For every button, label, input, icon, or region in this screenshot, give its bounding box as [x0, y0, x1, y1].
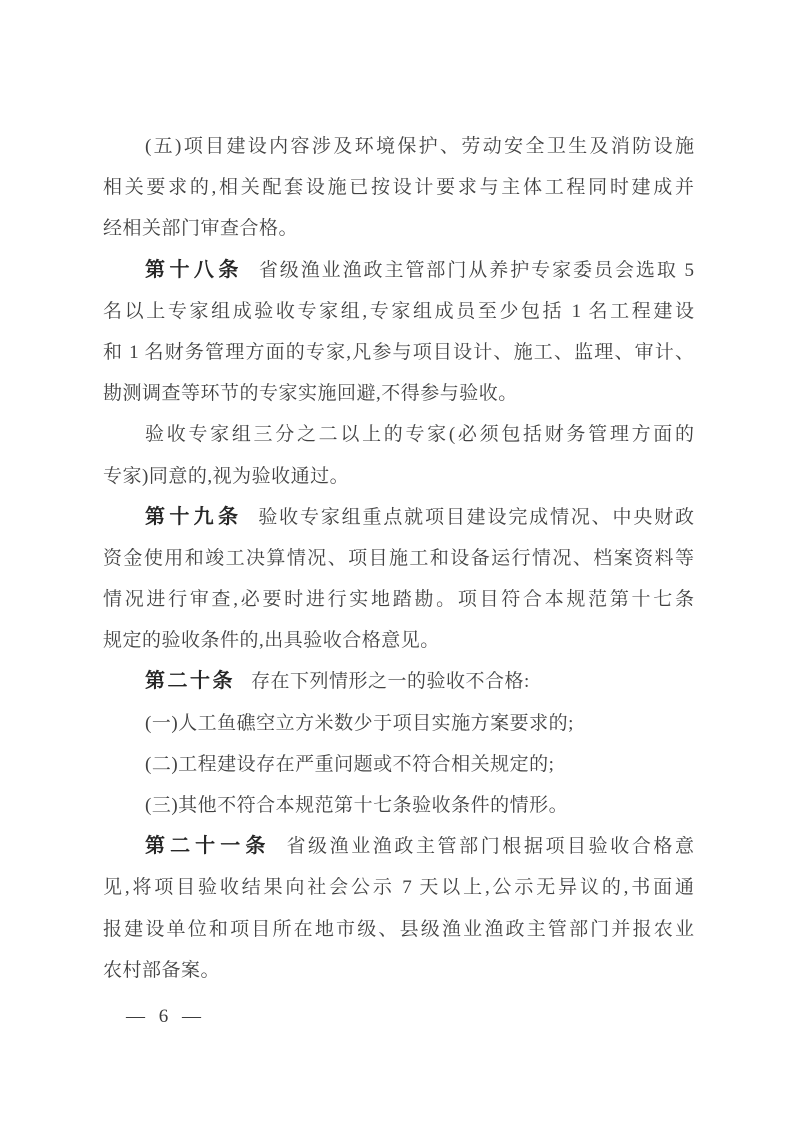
text-line: 规定的验收条件的,出具验收合格意见。	[103, 630, 440, 652]
page-number: — 6 —	[126, 1006, 204, 1027]
text-line	[103, 826, 694, 867]
text-line: 和 1 名财务管理方面的专家,凡参与项目设计、施工、监理、审计、	[103, 341, 694, 363]
article-text: 验收专家组重点就项目建设完成情况、中央财政	[258, 506, 694, 528]
text-line: (二)工程建设存在严重问题或不符合相关规定的;	[145, 753, 555, 775]
text-line: 勘测调查等环节的专家实施回避,不得参与验收。	[103, 383, 518, 405]
article-number: 第十八条	[145, 258, 243, 281]
article-number: 第十九条	[145, 505, 243, 528]
text-line: (五)项目建设内容涉及环境保护、劳动安全卫生及消防设施	[145, 136, 694, 157]
text-line	[103, 661, 694, 702]
article-text: 省级渔业渔政主管部门根据项目验收合格意	[286, 836, 694, 858]
article-number: 第二十条	[145, 670, 235, 693]
text-line: 情况进行审查,必要时进行实地踏勘。项目符合本规范第十七条	[103, 589, 694, 611]
document-body	[103, 126, 694, 991]
text-line: 经相关部门审查合格。	[103, 218, 299, 240]
text-line: (一)人工鱼礁空立方米数少于项目实施方案要求的;	[145, 712, 574, 734]
text-line	[103, 250, 694, 291]
text-line: 见,将项目验收结果向社会公示 7 天以上,公示无异议的,书面通	[103, 877, 694, 899]
text-line: 农村部备案。	[103, 959, 221, 981]
article-text: 存在下列情形之一的验收不合格:	[251, 671, 530, 693]
text-line: (三)其他不符合本规范第十七条验收条件的情形。	[145, 795, 569, 816]
text-line: 专家)同意的,视为验收通过。	[103, 465, 350, 487]
text-line: 名以上专家组成验收专家组,专家组成员至少包括 1 名工程建设	[103, 300, 694, 322]
text-line: 报建设单位和项目所在地市级、县级渔业渔政主管部门并报农业	[103, 918, 694, 940]
text-line	[103, 497, 694, 538]
text-line: 资金使用和竣工决算情况、项目施工和设备运行情况、档案资料等	[103, 547, 694, 569]
article-number: 第二十一条	[145, 835, 271, 858]
text-line: 验收专家组三分之二以上的专家(必须包括财务管理方面的	[145, 424, 694, 446]
text-line: 相关要求的,相关配套设施已按设计要求与主体工程同时建成并	[103, 177, 694, 199]
article-text: 省级渔业渔政主管部门从养护专家委员会选取 5	[258, 259, 694, 281]
